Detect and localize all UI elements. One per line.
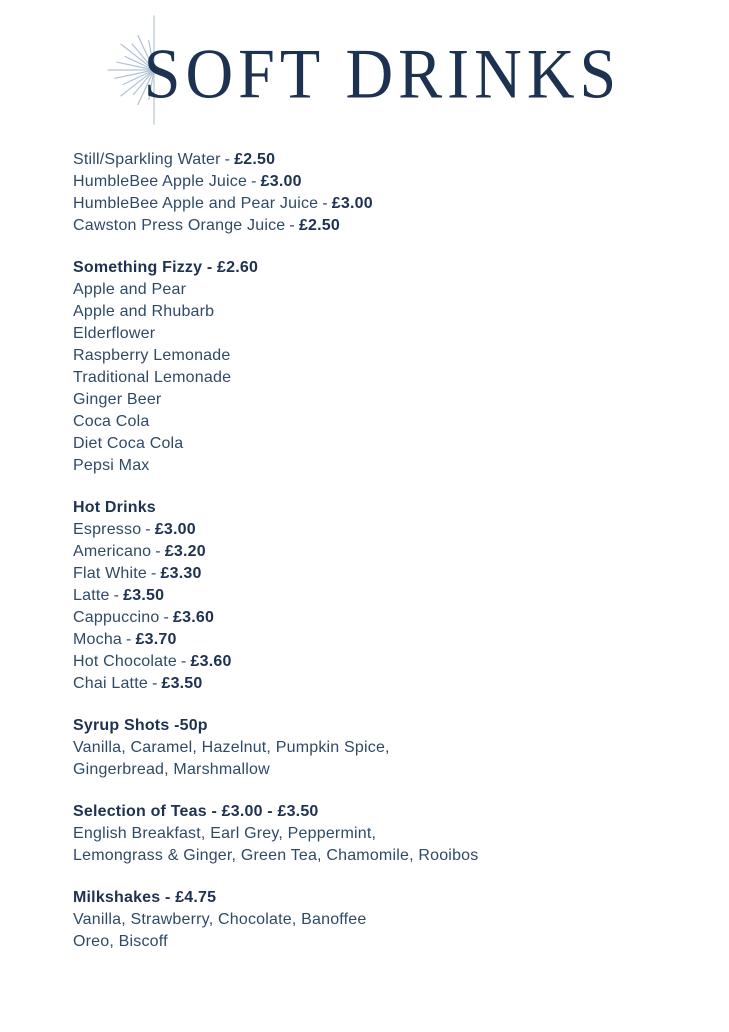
title-wrap <box>143 34 622 114</box>
item-name: Chai Latte <box>73 675 148 692</box>
menu-item <box>73 519 689 541</box>
menu-item: Elderflower <box>73 325 156 342</box>
dash-separator: - <box>151 565 157 582</box>
dash-separator: - <box>145 521 151 538</box>
menu-item: Coca Cola <box>73 413 150 430</box>
menu-description-line: Vanilla, Strawberry, Chocolate, Banoffee <box>73 911 367 928</box>
dash-separator: - <box>151 675 158 692</box>
dash-separator: - <box>126 631 132 648</box>
item-name: Mocha <box>73 631 123 648</box>
section-header: Milkshakes - £4.75 <box>73 889 217 906</box>
menu-item: Apple and Rhubarb <box>73 303 215 320</box>
section-teas <box>73 801 689 867</box>
menu-content <box>73 149 689 953</box>
section-hot-drinks <box>73 497 689 695</box>
menu-item <box>73 629 689 651</box>
item-name: Americano <box>73 543 152 560</box>
item-price: £3.50 <box>161 675 203 692</box>
item-price: £3.00 <box>154 521 196 538</box>
menu-item <box>73 651 689 673</box>
item-name: Flat White <box>73 565 148 582</box>
item-price: £3.60 <box>173 609 215 626</box>
menu-item <box>73 585 689 607</box>
menu-item <box>73 563 689 585</box>
dash-separator: - <box>181 653 187 670</box>
item-price: £3.60 <box>190 653 232 670</box>
page-title: SOFT DRINKS <box>143 35 622 114</box>
menu-description-line: English Breakfast, Earl Grey, Peppermint, <box>73 825 377 842</box>
dash-separator: - <box>163 609 170 626</box>
menu-description-line: Gingerbread, Marshmallow <box>73 761 270 778</box>
menu-item: Ginger Beer <box>73 391 162 408</box>
item-price: £3.00 <box>331 195 373 212</box>
menu-description-line: Oreo, Biscoff <box>73 933 168 950</box>
item-price: £3.00 <box>260 173 302 190</box>
menu-item: Traditional Lemonade <box>73 369 232 386</box>
menu-item <box>73 541 689 563</box>
dash-separator: - <box>155 543 161 560</box>
item-name: Hot Chocolate <box>73 653 177 670</box>
menu-item <box>73 171 689 193</box>
menu-item <box>73 215 689 237</box>
item-price: £3.30 <box>160 565 202 582</box>
menu-item <box>73 149 689 171</box>
section-syrup-shots <box>73 715 689 781</box>
menu-item: Diet Coca Cola <box>73 435 184 452</box>
dash-separator: - <box>113 587 120 604</box>
item-price: £3.50 <box>123 587 165 604</box>
menu-description-line: Lemongrass & Ginger, Green Tea, Chamomile, Rooibos <box>73 847 479 864</box>
section-waters-and-juices <box>73 149 689 237</box>
item-price: £2.50 <box>298 217 340 234</box>
item-price: £3.20 <box>164 543 206 560</box>
item-price: £3.70 <box>135 631 177 648</box>
menu-item <box>73 193 689 215</box>
item-name: HumbleBee Apple and Pear Juice <box>73 195 319 212</box>
item-name: Cawston Press Orange Juice <box>73 217 286 234</box>
menu-item: Pepsi Max <box>73 457 150 474</box>
item-name: Espresso <box>73 521 142 538</box>
title-row <box>36 0 729 114</box>
section-header: Hot Drinks <box>73 499 156 516</box>
section-header: Selection of Teas - £3.00 - £3.50 <box>73 803 319 820</box>
section-header: Something Fizzy - £2.60 <box>73 259 259 276</box>
dash-separator: - <box>322 195 328 212</box>
item-name: Still/Sparkling Water <box>73 151 221 168</box>
item-price: £2.50 <box>234 151 276 168</box>
dash-separator: - <box>224 151 231 168</box>
dash-separator: - <box>251 173 257 190</box>
menu-item <box>73 607 689 629</box>
item-name: Latte <box>73 587 110 604</box>
section-milkshakes <box>73 887 689 953</box>
item-name: HumbleBee Apple Juice <box>73 173 248 190</box>
menu-item: Raspberry Lemonade <box>73 347 231 364</box>
menu-item <box>73 673 689 695</box>
menu-description-line: Vanilla, Caramel, Hazelnut, Pumpkin Spice, <box>73 739 390 756</box>
section-header: Syrup Shots -50p <box>73 717 208 734</box>
item-name: Cappuccino <box>73 609 160 626</box>
dash-separator: - <box>289 217 295 234</box>
menu-item: Apple and Pear <box>73 281 187 298</box>
section-something-fizzy <box>73 257 689 477</box>
